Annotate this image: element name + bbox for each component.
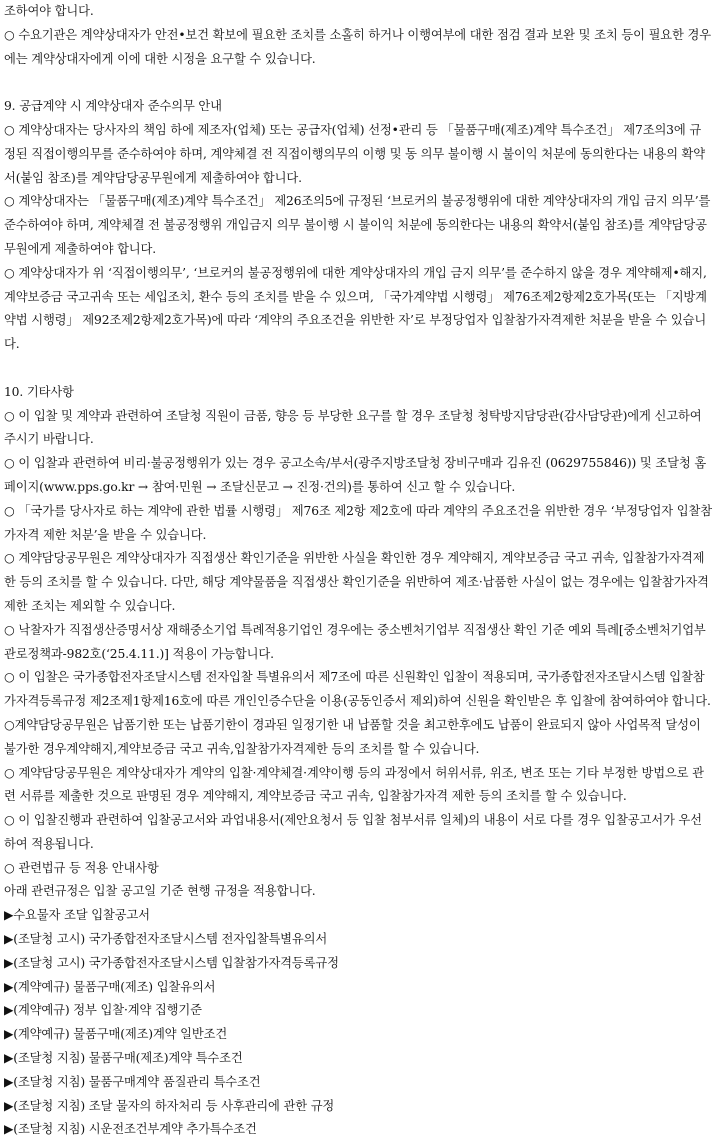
paragraph: ○ 이 입찰 및 계약과 관련하여 조달청 직원이 금품, 향응 등 부당한 요구를 할 경우 조달청 청탁방지담당관(감사담당관)에게 신고하여 주시기 바랍니다.: [4, 408, 702, 447]
paragraph: ○ 관련법규 등 적용 안내사항: [4, 860, 159, 875]
paragraph: ○ 낙찰자가 직접생산증명서상 재해중소기업 특례적용기업인 경우에는 중소벤처기업부 직접생산 확인 기준 예외 특례[중소벤처기업부 관로정책과-982호(‘25.4.11.)] 적용이 가능합니다.: [4, 622, 706, 661]
paragraph: 아래 관련규정은 입찰 공고일 기준 현행 규정을 적용합니다.: [4, 884, 316, 899]
paragraph: ○ 계약상대자가 위 ‘직접이행의무’, ‘브로커의 불공정행위에 대한 계약상대자의 개입 금지 의무’를 준수하지 않을 경우 계약해제•해지, 계약보증금 국고귀속 또는 세입조치, 환수 등의 조치를 받을 수 있으며, 「국가계약법 시행령」 제76조제2항제2호가목(또는 「지방계약법 시행령」 제92조제2항제2호가목)에 따라 ‘계약의 주요조건을 위반한 자’로 부정당업자 입찰참가자격제한 처분을 받을 수 있습니다.: [4, 265, 707, 352]
paragraph: ○ 이 입찰과 관련하여 비리·불공정행위가 있는 경우 공고소속/부서(광주지방조달청 장비구매과 김유진 (0629755846)) 및 조달청 홈페이지(www.pps.go.kr → 참여·민원 → 조달신문고 → 진정·건의)를 통하여 신고 할 수 있습니다.: [4, 456, 707, 494]
regulation-item: ▶(조달청 고시) 국가종합전자조달시스템 입찰참가자격등록규정: [4, 955, 339, 970]
paragraph: ○ 이 입찰은 국가종합전자조달시스템 전자입찰 특별유의서 제7조에 따른 신원확인 입찰이 적용되며, 국가종합전자조달시스템 입찰참가자격등록규정 제2조제1항제16호에 따른 개인인증수단을 이용(공동인증서 제외)하여 신원을 확인받은 후 입찰에 참여하여야 합니다.: [4, 670, 711, 709]
regulation-item: ▶(조달청 지침) 물품구매계약 품질관리 특수조건: [4, 1074, 261, 1089]
paragraph: ○ 이 입찰진행과 관련하여 입찰공고서와 과업내용서(제안요청서 등 입찰 첨부서류 일체)의 내용이 서로 다를 경우 입찰공고서가 우선하여 적용됩니다.: [4, 813, 702, 851]
paragraph: ○ 계약담당공무원은 계약상대자가 계약의 입찰·계약체결·계약이행 등의 과정에서 허위서류, 위조, 변조 또는 기타 부정한 방법으로 관련 서류를 제출한 것으로 판명된 경우 계약해지, 계약보증금 국고 귀속, 입찰참가자격 제한 등의 조치를 할 수 있습니다.: [4, 765, 704, 804]
regulation-item: ▶(계약예규) 정부 입찰·계약 집행기준: [4, 1003, 202, 1018]
paragraph: ○계약담당공무원은 납품기한 또는 납품기한이 경과된 일정기한 내 납품할 것을 최고한후에도 납품이 완료되지 않아 사업목적 달성이 불가한 경우계약해지,계약보증금 국고 귀속,입찰참가자격제한 등의 조치를 할 수 있습니다.: [4, 717, 701, 756]
regulation-item: ▶(계약예규) 물품구매(제조)계약 일반조건: [4, 1027, 228, 1042]
regulation-item: ▶(조달청 지침) 조달 물자의 하자처리 등 사후관리에 관한 규정: [4, 1098, 335, 1113]
regulation-item: ▶(조달청 지침) 물품구매(제조)계약 특수조건: [4, 1051, 243, 1066]
regulation-item: ▶(조달청 고시) 국가종합전자조달시스템 전자입찰특별유의서: [4, 932, 328, 947]
section-heading: 10. 기타사항: [4, 384, 74, 399]
paragraph: ○ 계약상대자는 「물품구매(제조)계약 특수조건」 제26조의5에 규정된 ‘브로커의 불공정행위에 대한 계약상대자의 개입 금지 의무’를 준수하여야 하며, 계약체결 전 불공정행위 개입금지 의무 불이행 시 불이익 처분에 동의한다는 내용의 확약서(붙임 참조)를 계약담당공무원에게 제출하여야 합니다.: [4, 194, 711, 256]
text-line: 조하여야 합니다.: [4, 4, 94, 18]
section-heading: 9. 공급계약 시 계약상대자 준수의무 안내: [4, 99, 222, 114]
regulation-item: ▶(조달청 지침) 시운전조건부계약 추가특수조건: [4, 1122, 257, 1137]
spacer: [4, 357, 712, 381]
paragraph: ○ 「국가를 당사자로 하는 계약에 관한 법률 시행령」 제76조 제2항 제2호에 따라 계약의 주요조건을 위반한 경우 ‘부정당업자 입찰참가자격 제한 처분’을 받을 수 있습니다.: [4, 503, 712, 542]
paragraph: ○ 계약담당공무원은 계약상대자가 직접생산 확인기준을 위반한 사실을 확인한 경우 계약해지, 계약보증금 국고 귀속, 입찰참가자격제한 등의 조치를 할 수 있습니다. 다만, 해당 계약물품을 직접생산 확인기준을 위반하여 제조·납품한 사실이 없는 경우에는 입찰참가자격제한 조치는 제외할 수 있습니다.: [4, 551, 709, 613]
paragraph: ○ 수요기관은 계약상대자가 안전•보건 확보에 필요한 조치를 소홀히 하거나 이행여부에 대한 점검 결과 보완 및 조치 등이 필요한 경우에는 계약상대자에게 이에 대한 시정을 요구할 수 있습니다.: [4, 27, 711, 66]
regulation-item: ▶수요물자 조달 입찰공고서: [4, 908, 150, 923]
spacer: [4, 71, 712, 95]
regulation-item: ▶(계약예규) 물품구매(제조) 입찰유의서: [4, 979, 216, 994]
paragraph: ○ 계약상대자는 당사자의 책임 하에 제조자(업체) 또는 공급자(업체) 선정•관리 등 「물품구매(제조)계약 특수조건」 제7조의3에 규정된 직접이행의무를 준수하여야 하며, 계약체결 전 직접이행의무의 이행 및 동 의무 불이행 시 불이익 처분에 동의한다는 내용의 확약서(붙임 참조)를 계약담당공무원에게 제출하여야 합니다.: [4, 122, 706, 185]
